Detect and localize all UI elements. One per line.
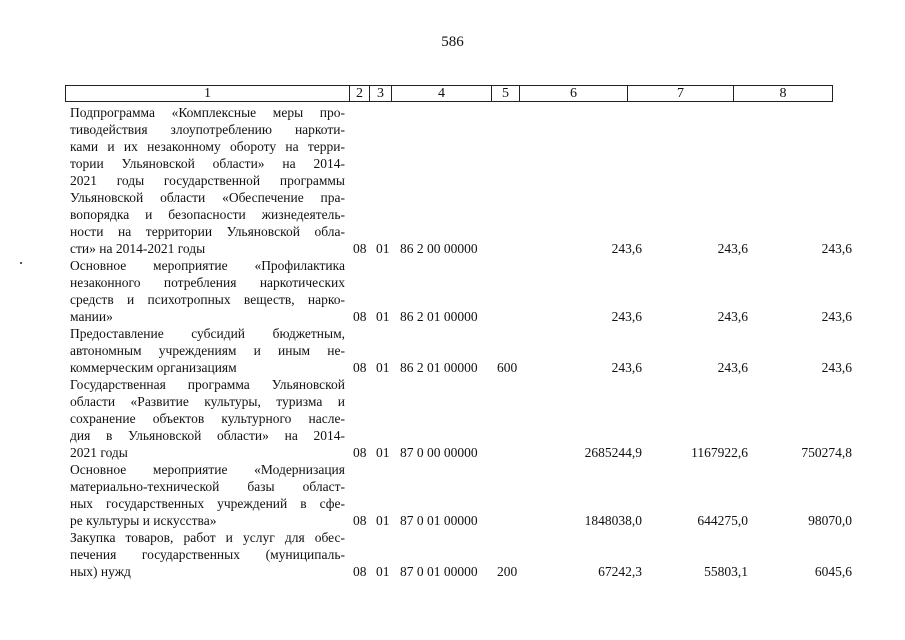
cell-amount-8: 750274,8 xyxy=(801,445,852,460)
table-row xyxy=(70,529,860,580)
header-col-6: 6 xyxy=(520,86,628,102)
scan-speck xyxy=(20,262,22,264)
cell-pr: 01 xyxy=(376,360,390,375)
label-line: тиводействия злоупотреблению наркоти- xyxy=(70,122,345,137)
label-line: автономным учреждениям и иным не- xyxy=(70,343,345,358)
label-line: незаконного потребления наркотических xyxy=(70,275,345,290)
row-label xyxy=(70,325,345,376)
cell-amount-8: 243,6 xyxy=(821,360,852,375)
label-line: печения государственных (муниципаль- xyxy=(70,547,345,562)
cell-amount-7: 1167922,6 xyxy=(691,445,748,460)
cell-csr: 86 2 01 00000 xyxy=(400,309,478,324)
cell-pr: 01 xyxy=(376,445,390,460)
label-line: ре культуры и искусства» xyxy=(70,513,217,528)
cell-pr: 01 xyxy=(376,564,390,579)
cell-csr: 86 2 00 00000 xyxy=(400,241,478,256)
cell-pr: 01 xyxy=(376,241,390,256)
cell-amount-6: 243,6 xyxy=(611,241,642,256)
label-line: сти» на 2014-2021 годы xyxy=(70,241,206,256)
row-label xyxy=(70,461,345,529)
cell-csr: 86 2 01 00000 xyxy=(400,360,478,375)
cell-amount-7: 55803,1 xyxy=(704,564,748,579)
label-line: ности на территории Ульяновской обла- xyxy=(70,224,345,239)
row-label xyxy=(70,104,345,257)
cell-pr: 01 xyxy=(376,513,390,528)
row-label xyxy=(70,529,345,580)
header-col-4: 4 xyxy=(392,86,492,102)
cell-amount-7: 243,6 xyxy=(717,360,748,375)
table-row xyxy=(70,376,860,461)
cell-amount-8: 243,6 xyxy=(821,241,852,256)
cell-rz: 08 xyxy=(353,445,367,460)
table-header xyxy=(65,85,833,102)
cell-rz: 08 xyxy=(353,241,367,256)
cell-rz: 08 xyxy=(353,360,367,375)
table-row xyxy=(70,104,860,257)
label-line: ных государственных учреждений в сфе- xyxy=(70,496,345,511)
label-line: Основное мероприятие «Модернизация xyxy=(70,462,345,477)
header-col-3: 3 xyxy=(370,86,392,102)
cell-rz: 08 xyxy=(353,564,367,579)
cell-amount-7: 243,6 xyxy=(717,241,748,256)
cell-rz: 08 xyxy=(353,513,367,528)
cell-csr: 87 0 01 00000 xyxy=(400,513,478,528)
label-line: 2021 годы xyxy=(70,445,128,460)
cell-amount-7: 644275,0 xyxy=(697,513,748,528)
label-line: области «Развитие культуры, туризма и xyxy=(70,394,345,409)
label-line: 2021 годы государственной программы xyxy=(70,173,345,188)
cell-csr: 87 0 01 00000 xyxy=(400,564,478,579)
row-label xyxy=(70,376,345,461)
budget-rows xyxy=(70,104,860,580)
cell-amount-7: 243,6 xyxy=(717,309,748,324)
label-line: тории Ульяновской области» на 2014- xyxy=(70,156,345,171)
page-number: 586 xyxy=(441,34,464,50)
cell-vr: 600 xyxy=(497,360,518,375)
header-col-2: 2 xyxy=(350,86,370,102)
label-line: Предоставление субсидий бюджетным, xyxy=(70,326,345,341)
cell-amount-8: 98070,0 xyxy=(808,513,852,528)
cell-pr: 01 xyxy=(376,309,390,324)
label-line: Закупка товаров, работ и услуг для обес- xyxy=(70,530,345,545)
label-line: мании» xyxy=(70,309,113,324)
header-col-7: 7 xyxy=(628,86,734,102)
row-label xyxy=(70,257,345,325)
cell-amount-6: 2685244,9 xyxy=(584,445,642,460)
cell-amount-6: 1848038,0 xyxy=(584,513,642,528)
cell-rz: 08 xyxy=(353,309,367,324)
label-line: вопорядка и безопасности жизнедеятель- xyxy=(70,207,345,222)
label-line: ных) нужд xyxy=(70,564,131,579)
label-line: материально-технической базы област- xyxy=(70,479,345,494)
table-row xyxy=(70,325,860,376)
label-line: дия в Ульяновской области» на 2014- xyxy=(70,428,345,443)
cell-amount-8: 6045,6 xyxy=(814,564,852,579)
label-line: средств и психотропных веществ, нарко- xyxy=(70,292,345,307)
label-line: Государственная программа Ульяновской xyxy=(70,377,345,392)
table-row xyxy=(70,461,860,529)
label-line: сохранение объектов культурного насле- xyxy=(70,411,345,426)
cell-amount-6: 243,6 xyxy=(611,360,642,375)
header-col-8: 8 xyxy=(734,86,833,102)
cell-amount-6: 67242,3 xyxy=(598,564,642,579)
table-row xyxy=(70,257,860,325)
cell-amount-8: 243,6 xyxy=(821,309,852,324)
cell-vr: 200 xyxy=(497,564,518,579)
cell-amount-6: 243,6 xyxy=(611,309,642,324)
label-line: ками и их незаконному обороту на терри- xyxy=(70,139,345,154)
label-line: Ульяновской области «Обеспечение пра- xyxy=(70,190,345,205)
header-col-1: 1 xyxy=(66,86,350,102)
header-col-5: 5 xyxy=(492,86,520,102)
label-line: Подпрограмма «Комплексные меры про- xyxy=(70,105,345,120)
cell-csr: 87 0 00 00000 xyxy=(400,445,478,460)
label-line: Основное мероприятие «Профилактика xyxy=(70,258,345,273)
label-line: коммерческим организациям xyxy=(70,360,237,375)
